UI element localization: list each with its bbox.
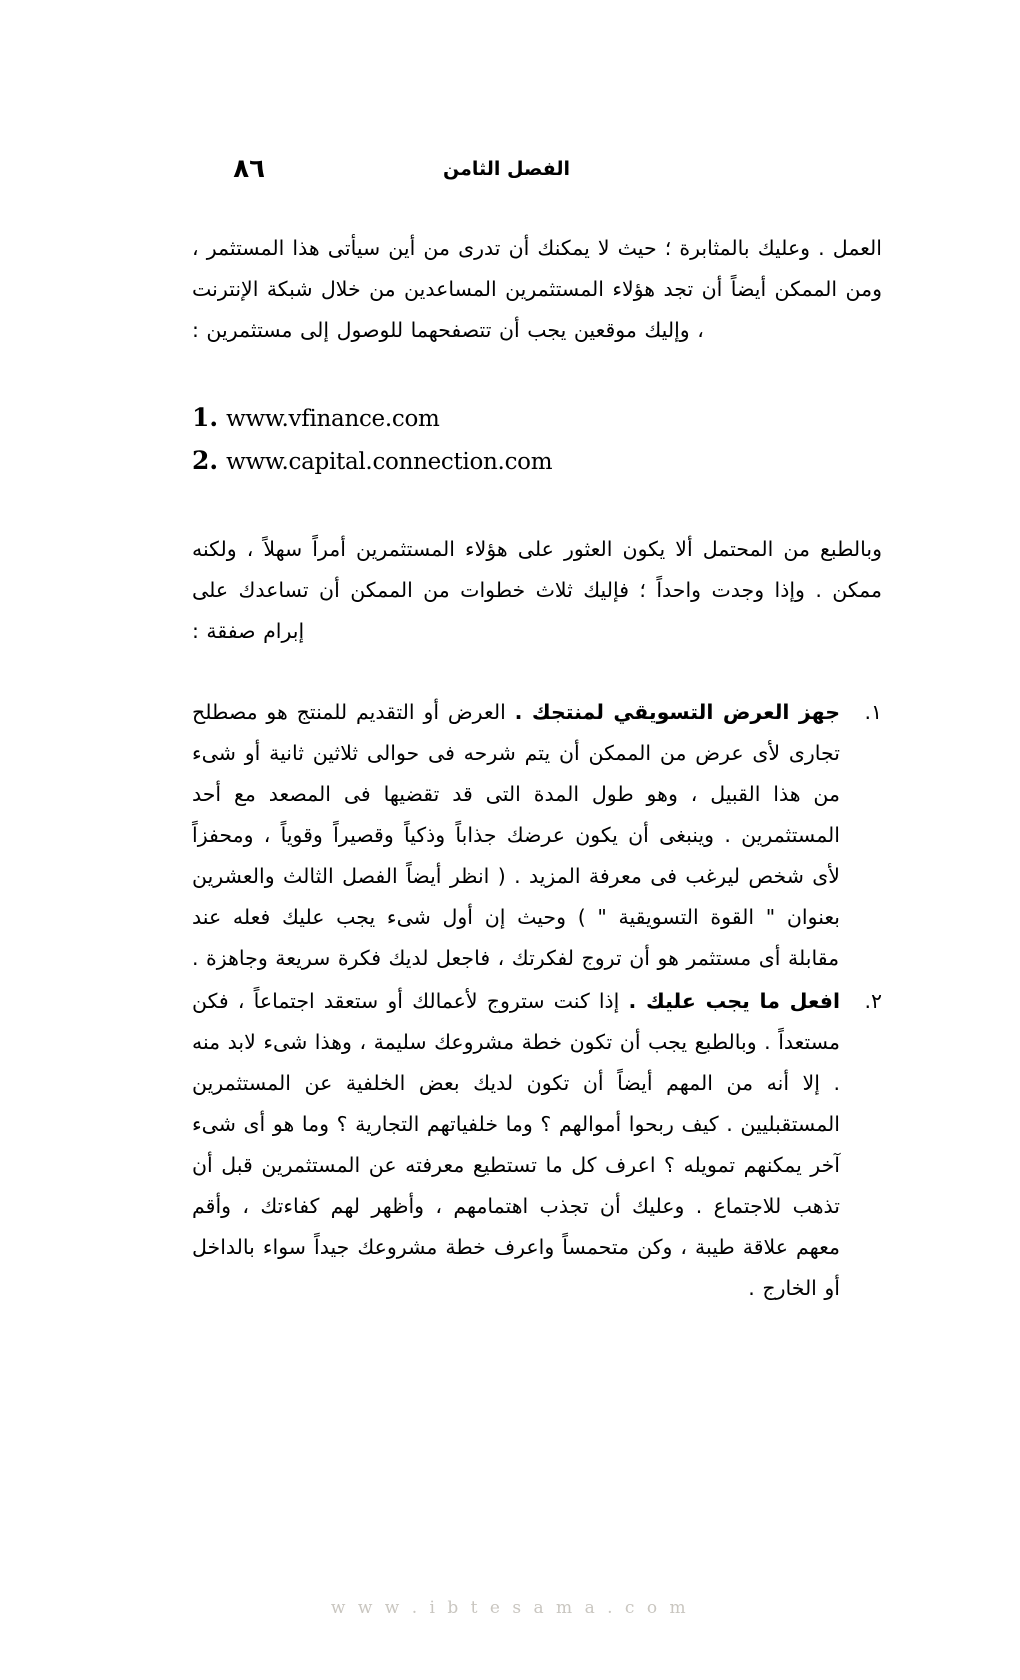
list-item-url[interactable]: www.vfinance.com <box>226 406 440 432</box>
step-lead: جهز العرض التسويقي لمنتجك . <box>514 700 840 724</box>
steps-list <box>192 692 882 1309</box>
step-body <box>192 981 840 1309</box>
chapter-title: الفصل الثامن <box>442 158 570 180</box>
spacer <box>192 351 882 397</box>
step-text: إذا كنت ستروج لأعمالك أو ستعقد اجتماعاً ، فكن مستعداً . وبالطبع يجب أن تكون خطة مشروعك سليمة ، وهذا شىء لابد منه . إلا أنه من المهم أيضاً أن تكون لديك بعض الخلفية عن المستثمرين المستقبليين . كيف ربحوا أموالهم ؟ وما خلفياتهم التجارية ؟ وما هو أى شىء آخر يمكنهم تمويله ؟ اعرف كل ما تستطيع معرفته عن المستثمرين قبل أن تذهب للاجتماع . وعليك أن تجذب اهتمامهم ، وأظهر لهم كفاءتك ، وأقم معهم علاقة طيبة ، وكن متحمساً واعرف خطة مشروعك جيداً سواء بالداخل أو الخارج . <box>192 989 840 1300</box>
step-lead: افعل ما يجب عليك . <box>628 989 840 1013</box>
running-head <box>130 154 890 192</box>
list-item <box>192 397 882 440</box>
list-item-index: 2. <box>192 446 219 475</box>
step-marker: ٢. <box>864 989 882 1013</box>
step-marker: ١. <box>864 700 882 724</box>
paragraph-intro: العمل . وعليك بالمثابرة ؛ حيث لا يمكنك أن تدرى من أين سيأتى هذا المستثمر ، ومن الممكن أيضاً أن تجد هؤلاء المستثمرين المساعدين من خلال شبكة الإنترنت ، وإليك موقعين يجب أن تتصفحهما للوصول إلى مستثمرين : <box>192 236 882 342</box>
list-item-url[interactable]: www.capital.connection.com <box>226 449 553 475</box>
list-item <box>192 692 882 979</box>
url-list <box>192 397 882 483</box>
spacer <box>192 652 882 692</box>
step-body <box>192 692 840 979</box>
step-text: العرض أو التقديم للمنتج هو مصطلح تجارى لأى عرض من الممكن أن يتم شرحه فى حوالى ثلاثين ثانية أو شىء من هذا القبيل ، وهو طول المدة التى قد تقضيها فى المصعد مع أحد المستثمرين . وينبغى أن يكون عرضك جذاباً وذكياً وقصيراً وقوياً ، ومحفزاً لأى شخص ليرغب فى معرفة المزيد . ( انظر أيضاً الفصل الثالث والعشرين بعنوان " القوة التسويقية " ) وحيث إن أول شىء يجب عليك فعله عند مقابلة أى مستثمر هو أن تروج لفكرتك ، فاجعل لديك فكرة سريعة وجاهزة . <box>192 700 840 970</box>
spacer <box>192 483 882 529</box>
list-item <box>192 981 882 1309</box>
page-number: ٨٦ <box>233 154 265 184</box>
paragraph-steps-intro: وبالطبع من المحتمل ألا يكون العثور على هؤلاء المستثمرين أمراً سهلاً ، ولكنه ممكن . وإذا وجدت واحداً ؛ فإليك ثلاث خطوات من الممكن أن تساعدك على إبرام صفقة : <box>192 537 882 643</box>
list-item <box>192 440 882 483</box>
body-text-block <box>192 228 882 1311</box>
footer-watermark: w w w . i b t e s a m a . c o m <box>330 1598 690 1618</box>
list-item-index: 1. <box>192 403 219 432</box>
